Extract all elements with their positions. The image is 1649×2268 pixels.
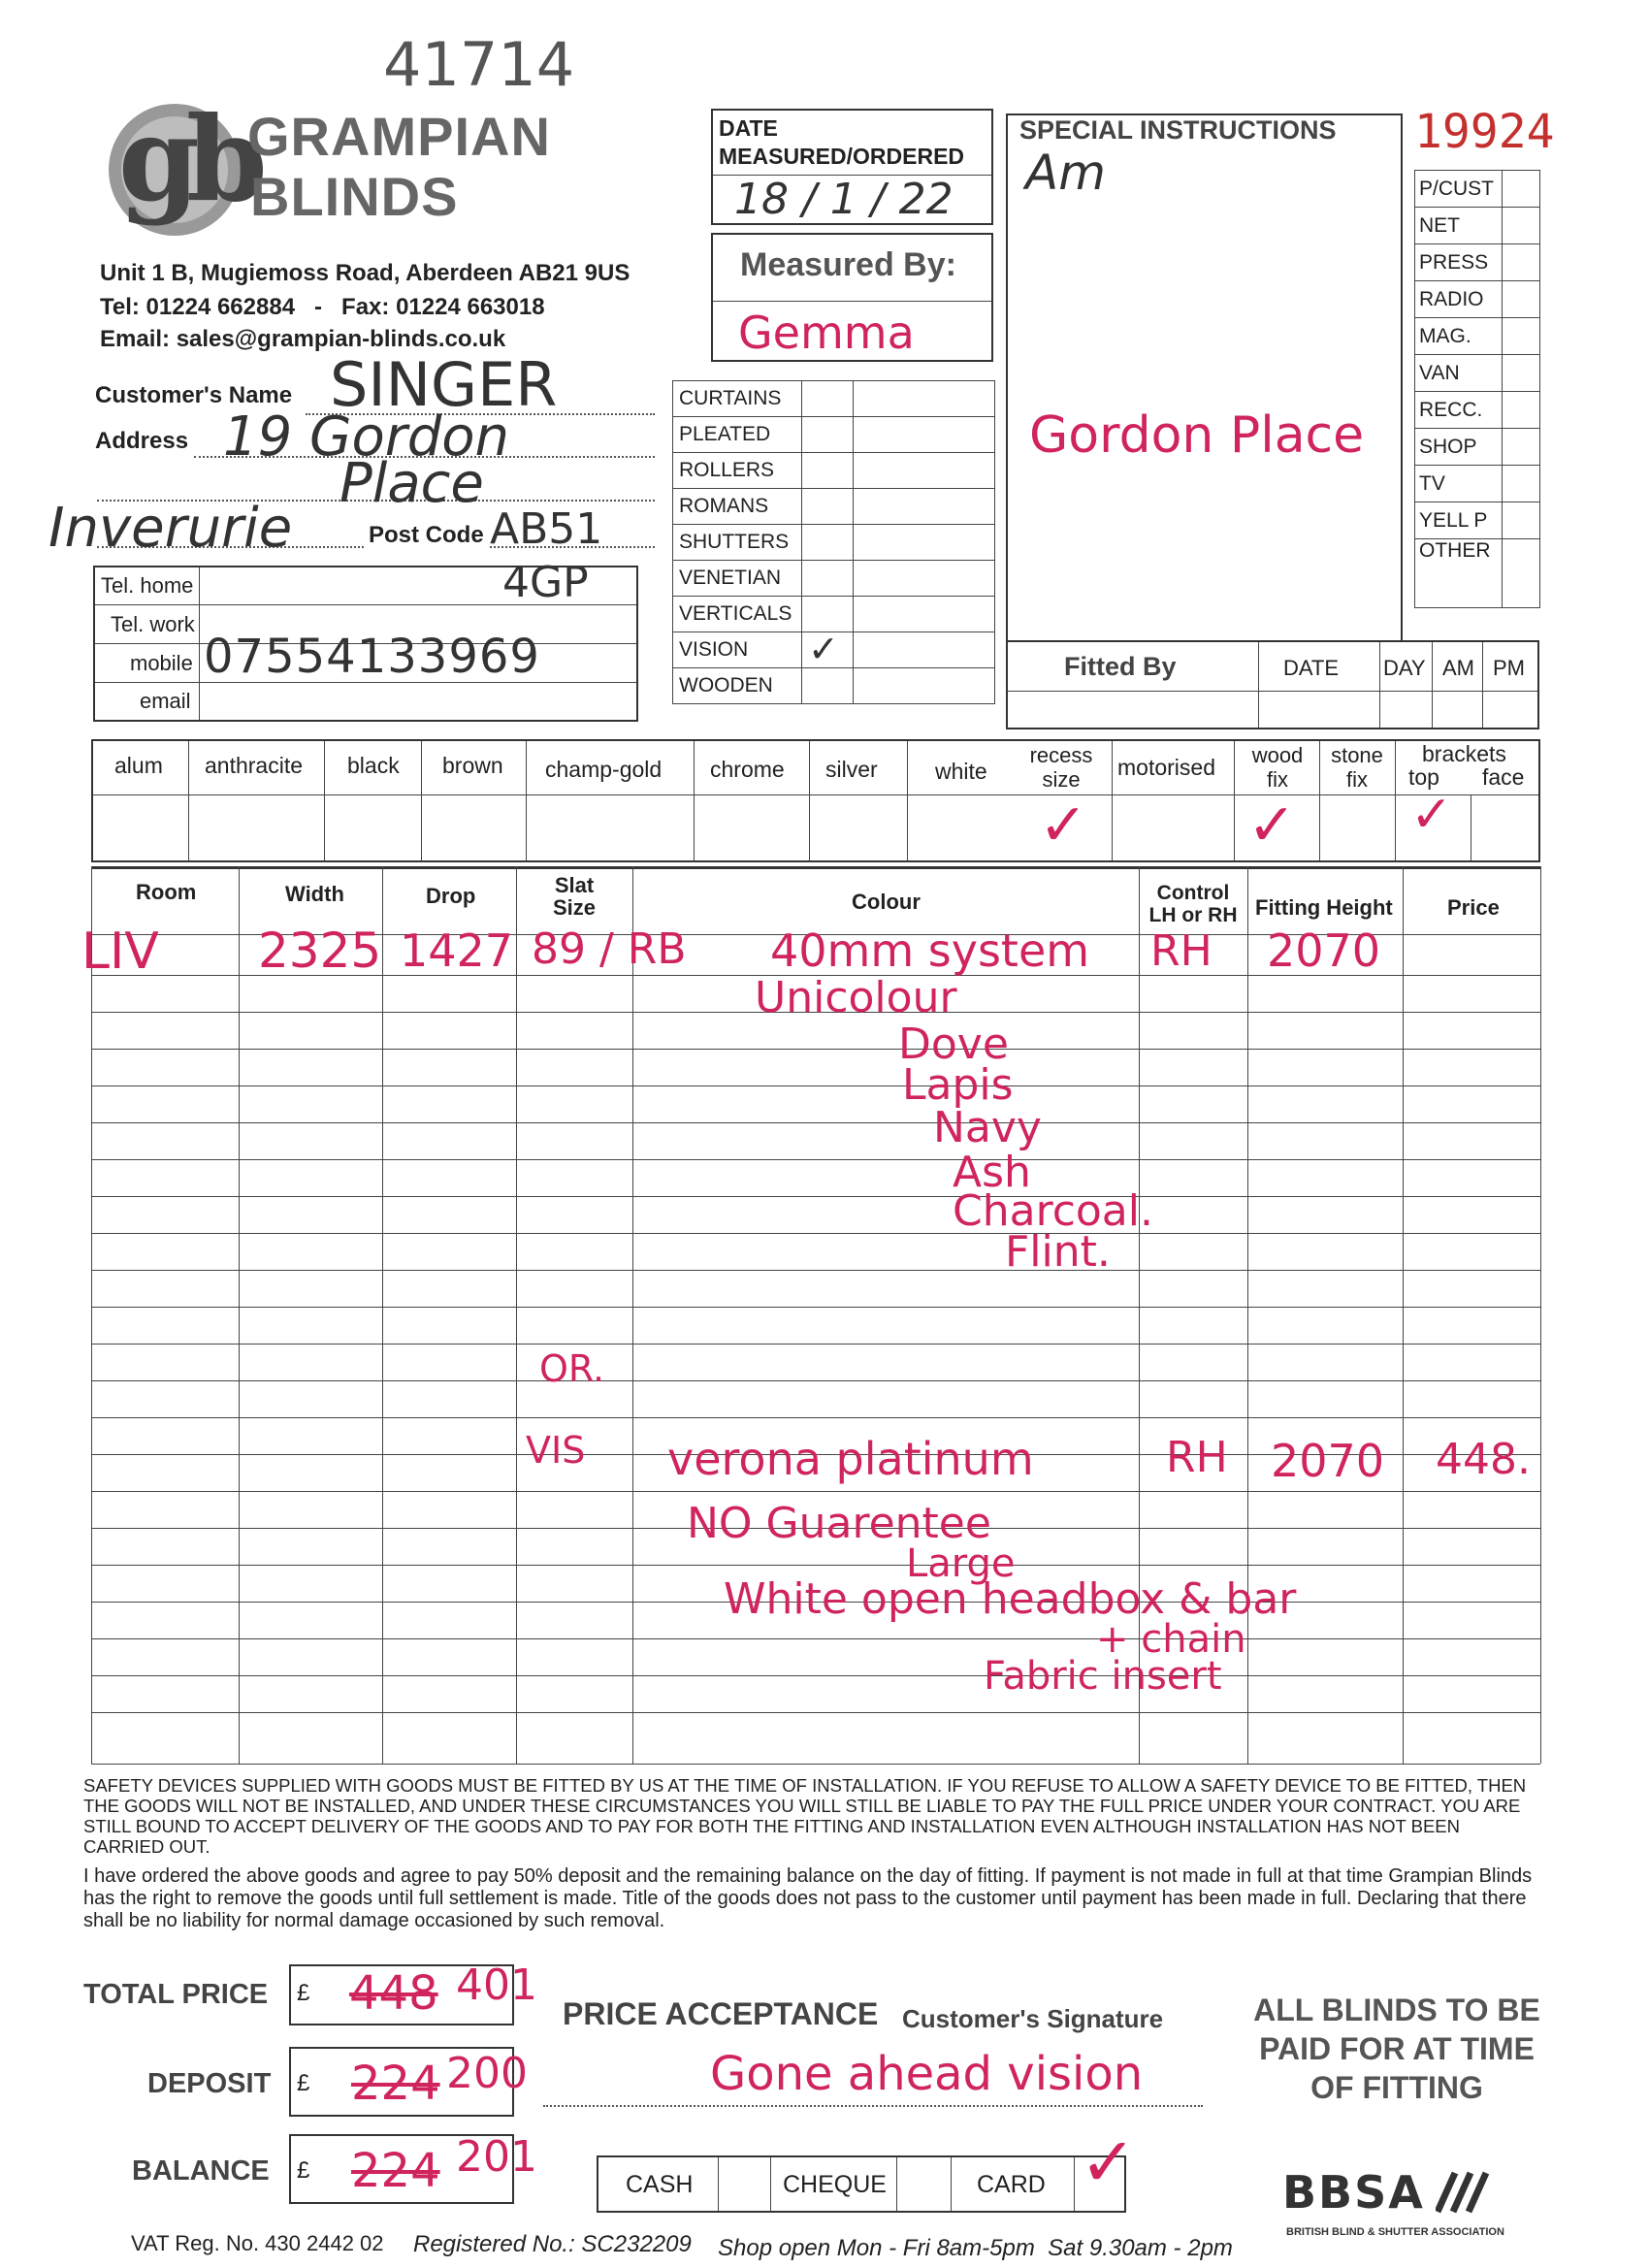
order-note: White open headbox & bar [724, 1574, 1297, 1624]
balance-struck: 224 [351, 2144, 440, 2198]
source-option[interactable]: SHOP [1415, 429, 1540, 466]
colour-option-white[interactable]: white [935, 759, 987, 784]
payment-terms-text: I have ordered the above goods and agree to pay 50% deposit and the remaining balance on the day of fitting. If payment is not made in full at that time Grampian Blinds has the right to remove the goods until full settlement is made. Title of the goods does not pass to the customer until payment has been made in full. Declaring that there shall be no liability for normal damage occasioned by such removal. [83, 1865, 1533, 1931]
balance-currency: £ [297, 2157, 310, 2184]
options-bar [91, 739, 1540, 862]
header-slat: Slat Size [552, 873, 597, 920]
row2-slat: VIS [526, 1429, 586, 1472]
colour-option-silver[interactable]: silver [825, 757, 878, 782]
deposit-value: 200 [446, 2049, 528, 2098]
company-email: Email: sales@grampian-blinds.co.uk [100, 326, 506, 352]
header-room: Room [136, 880, 197, 904]
total-price-label: TOTAL PRICE [83, 1979, 269, 2010]
row2-fitting-height: 2070 [1271, 1435, 1385, 1487]
date-label-line2: MEASURED/ORDERED [719, 144, 965, 169]
balance-value: 201 [456, 2132, 537, 2182]
fitted-am-label: AM [1442, 656, 1474, 680]
payment-cheque[interactable]: CHEQUE [783, 2171, 887, 2198]
colour-option: Lapis [902, 1060, 1014, 1110]
recess-size-tick-icon: ✓ [1039, 792, 1088, 859]
recess-size-label[interactable]: recess size [1029, 743, 1093, 792]
row2-colour: verona platinum [667, 1433, 1034, 1485]
colour-option-chrome[interactable]: chrome [710, 757, 785, 782]
order-table [81, 866, 1540, 1764]
registered-number: Registered No.: SC232209 [413, 2231, 692, 2257]
date-label-line1: DATE [719, 115, 778, 141]
total-currency: £ [297, 1980, 310, 2006]
address-label: Address [95, 428, 189, 454]
tel-home-value: 4GP [502, 558, 589, 607]
source-option[interactable]: RADIO [1415, 281, 1540, 318]
source-option[interactable]: RECC. [1415, 392, 1540, 429]
colour-option-brown[interactable]: brown [442, 753, 503, 778]
brackets-top-label[interactable]: top [1408, 764, 1439, 790]
product-type-row[interactable]: CURTAINS [673, 381, 995, 417]
company-logo [97, 91, 254, 243]
order-note: Large [906, 1541, 1016, 1586]
special-instructions-label: SPECIAL INSTRUCTIONS [1019, 115, 1337, 145]
product-type-row[interactable]: VENETIAN [673, 561, 995, 597]
row2-price: 448. [1436, 1435, 1531, 1484]
or-text: OR. [539, 1347, 605, 1390]
price-acceptance-label: PRICE ACCEPTANCE [563, 1996, 879, 2031]
customer-address2: Place [340, 452, 484, 515]
row1-width: 2325 [258, 923, 382, 979]
header-fitting-height: Fitting Height [1255, 895, 1393, 920]
customer-signature: Gone ahead vision [710, 2047, 1144, 2101]
mobile-value: 07554133969 [204, 630, 540, 684]
measured-by-value: Gemma [738, 307, 915, 359]
product-type-checklist [672, 380, 995, 704]
fitted-pm-label: PM [1493, 656, 1525, 680]
reference-number: 41714 [383, 29, 575, 100]
header-price: Price [1447, 895, 1500, 920]
stone-fix-label[interactable]: stone fix [1331, 743, 1383, 792]
source-option[interactable]: VAN [1415, 355, 1540, 392]
product-type-row[interactable]: VERTICALS [673, 597, 995, 632]
colour-option: Ash [953, 1148, 1031, 1197]
bbsa-caption: BRITISH BLIND & SHUTTER ASSOCIATION [1286, 2226, 1504, 2238]
customer-name-label: Customer's Name [95, 382, 293, 408]
wood-fix-label[interactable]: wood fix [1251, 743, 1304, 792]
colour-option: Navy [933, 1103, 1042, 1152]
product-type-row[interactable]: PLEATED [673, 417, 995, 453]
deposit-struck: 224 [351, 2057, 440, 2111]
balance-label: BALANCE [132, 2155, 270, 2187]
bbsa-logo: BBSA [1282, 2166, 1425, 2219]
total-price-value: 401 [456, 1960, 537, 2010]
company-address: Unit 1 B, Mugiemoss Road, Aberdeen AB21 9US [100, 260, 630, 286]
measured-by-label: Measured By: [740, 246, 956, 283]
total-price-box [289, 1960, 537, 2025]
row1-slat: 89 / RB [532, 924, 687, 974]
row1-colour: 40mm system [770, 924, 1090, 977]
colour-option: Unicolour [755, 973, 957, 1022]
vat-number: VAT Reg. No. 430 2442 02 [131, 2231, 384, 2255]
payment-notice: ALL BLINDS TO BE PAID FOR AT TIME OF FITTING [1253, 1993, 1540, 2105]
row1-drop: 1427 [400, 924, 514, 977]
customer-address1: 19 Gordon [223, 405, 510, 469]
header-colour: Colour [852, 890, 921, 914]
total-price-struck: 448 [349, 1966, 438, 2021]
payment-method-box [597, 2122, 1137, 2213]
product-type-row[interactable]: SHUTTERS [673, 525, 995, 561]
deposit-currency: £ [297, 2070, 310, 2096]
motorised-label[interactable]: motorised [1117, 755, 1215, 780]
mobile-label: mobile [130, 651, 193, 675]
customer-name: SINGER [330, 349, 558, 420]
logo-text: gb [118, 91, 254, 228]
source-option[interactable]: P/CUST [1415, 171, 1540, 208]
deposit-box [289, 2047, 528, 2117]
colour-option-anthracite[interactable]: anthracite [205, 753, 304, 778]
balance-box [289, 2132, 537, 2204]
product-type-row[interactable]: ROMANS [673, 489, 995, 525]
customer-postcode: AB51 [490, 504, 603, 554]
source-option[interactable]: TV [1415, 466, 1540, 502]
tel-home-label: Tel. home [101, 573, 194, 598]
phone-table [93, 558, 638, 722]
brackets-face-label[interactable]: face [1482, 764, 1525, 790]
payment-card[interactable]: CARD [977, 2171, 1046, 2198]
order-note: + chain [1096, 1617, 1246, 1662]
source-option[interactable]: YELL P [1415, 502, 1540, 539]
row2-control: RH [1166, 1433, 1228, 1482]
colour-option-champ-gold[interactable]: champ-gold [545, 757, 663, 782]
row1-room: LIV [81, 923, 159, 981]
header-drop: Drop [426, 884, 476, 908]
safety-legal-text: SAFETY DEVICES SUPPLIED WITH GOODS MUST BE FITTED BY US AT THE TIME OF INSTALLATION. IF YOU REFUSE TO ALLOW A SAFETY DEVICE TO BE FITTED, THEN THE GOODS WILL NOT BE INSTALLED, AND UNDER THESE CIRCUMSTANCES YOU WILL STILL BE LIABLE TO PAY THE FULL PRICE UNDER YOUR CONTRACT. YOU ARE STILL BOUND TO ACCEPT DELIVERY OF THE GOODS AND TO PAY FOR BOTH THE FITTING AND INSTALLATION EVEN ALTHOUGH INSTALLATION HAS NOT BEEN CARRIED OUT. [83, 1775, 1527, 1857]
source-checklist [1414, 170, 1540, 608]
card-tick-icon: ✓ [1080, 2122, 1137, 2202]
header-control: Control LH or RH [1148, 882, 1238, 926]
tel-work-label: Tel. work [111, 612, 195, 636]
fitted-day-label: DAY [1383, 656, 1426, 680]
bbsa-stripes-icon [1436, 2171, 1504, 2219]
special-instructions-box [1006, 113, 1403, 642]
colour-option: Flint. [1005, 1227, 1111, 1277]
brackets-top-tick-icon: ✓ [1410, 786, 1453, 844]
postcode-label: Post Code [369, 522, 484, 548]
customer-town: Inverurie [48, 497, 293, 560]
shop-hours: Shop open Mon - Fri 8am-5pm Sat 9.30am - 2pm [718, 2235, 1233, 2261]
company-name-line2: BLINDS [250, 166, 459, 227]
date-box [711, 109, 993, 225]
signature-line[interactable] [543, 2105, 1203, 2107]
deposit-label: DEPOSIT [147, 2068, 272, 2099]
fitted-by-label: Fitted By [1064, 652, 1177, 681]
colour-option: Dove [898, 1020, 1009, 1069]
date-value: 18 / 1 / 22 [734, 175, 954, 224]
order-note: NO Guarentee [687, 1499, 991, 1548]
source-option[interactable]: MAG. [1415, 318, 1540, 355]
product-type-row[interactable]: ROLLERS [673, 453, 995, 489]
company-name-line1: GRAMPIAN [247, 106, 551, 167]
product-type-row[interactable]: VISION ✓ [673, 632, 995, 668]
brackets-label: brackets [1422, 741, 1506, 766]
company-phone: Tel: 01224 662884 - Fax: 01224 663018 [100, 294, 545, 320]
colour-option-black[interactable]: black [347, 753, 400, 778]
row1-control: RH [1150, 926, 1212, 976]
fitted-date-label: DATE [1283, 656, 1340, 680]
source-option[interactable]: OTHER [1415, 539, 1540, 608]
payment-cash[interactable]: CASH [626, 2171, 694, 2198]
fitted-by-box [1006, 640, 1539, 729]
colour-option: Charcoal. [953, 1186, 1153, 1236]
email-label: email [140, 689, 191, 713]
form-number: 19924 [1414, 105, 1555, 159]
header-width: Width [285, 882, 344, 906]
measured-by-box [711, 233, 993, 362]
customer-signature-label: Customer's Signature [902, 2004, 1164, 2033]
order-note: Fabric insert [984, 1654, 1222, 1699]
wood-fix-tick-icon: ✓ [1247, 792, 1297, 859]
special-instructions-line2: Gordon Place [1029, 406, 1365, 465]
special-instructions-line1: Am [1025, 145, 1106, 201]
product-type-row[interactable]: WOODEN [673, 668, 995, 704]
row1-fitting-height: 2070 [1267, 924, 1381, 977]
source-option[interactable]: NET [1415, 208, 1540, 244]
colour-option-alum[interactable]: alum [114, 753, 163, 778]
source-option[interactable]: PRESS [1415, 244, 1540, 281]
vision-tick-icon: ✓ [802, 632, 854, 668]
